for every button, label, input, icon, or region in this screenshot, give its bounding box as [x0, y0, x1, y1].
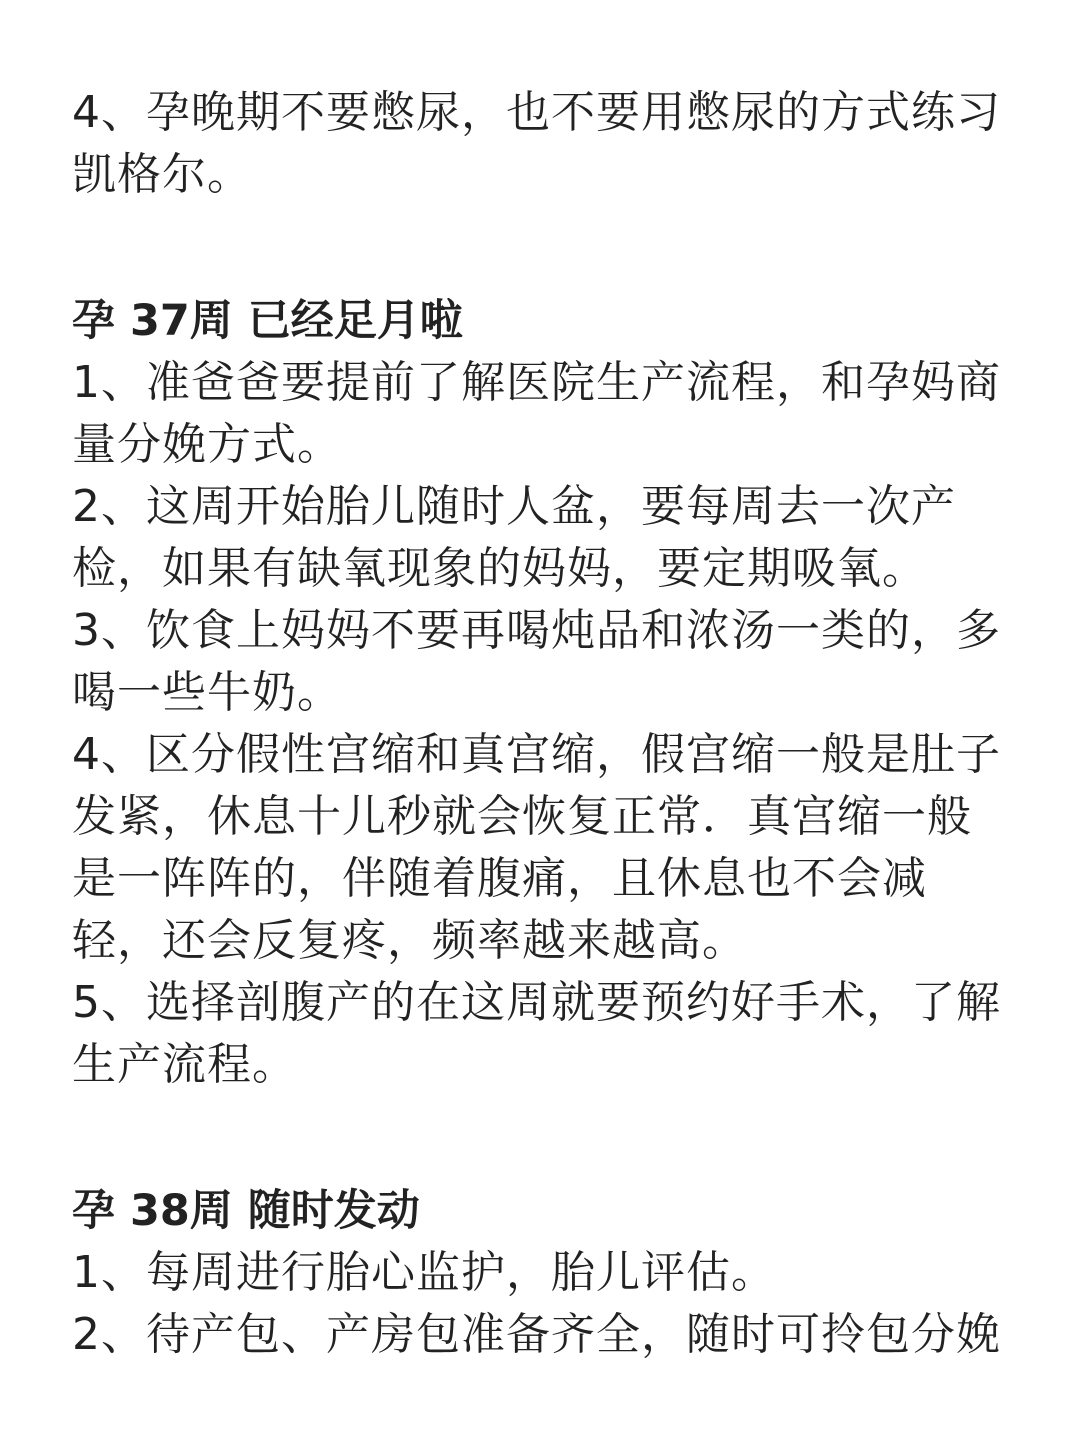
week38-title: 孕 38周 随时发动: [72, 1186, 420, 1236]
intro-item-4: 4、孕晚期不要憋尿，也不要用憋尿的方式练习凯格尔。: [72, 87, 1001, 200]
week38-item-2: 2、待产包、产房包准备齐全，随时可拎包分娩: [72, 1309, 1001, 1360]
intro-section: [72, 82, 1010, 206]
week37-item-1: 1、准爸爸要提前了解医院生产流程，和孕妈商量分娩方式。: [72, 357, 1001, 470]
week37-title: 孕 37周 已经足月啦: [72, 296, 463, 346]
week37-item-3: 3、饮食上妈妈不要再喝炖品和浓汤一类的，多喝一些牛奶。: [72, 605, 1001, 718]
week37-item-2: 2、这周开始胎儿随时人盆，要每周去一次产检，如果有缺氧现象的妈妈，要定期吸氧。: [72, 481, 956, 594]
week37-item-4: 4、区分假性宫缩和真宫缩，假宫缩一般是肚子发紧，休息十儿秒就会恢复正常．真宫缩一般是一阵阵的，伴随着腹痛，且休息也不会减轻，还会反复疼，频率越来越高。: [72, 729, 1001, 966]
week38-section: [72, 1180, 1010, 1366]
week38-item-1: 1、每周进行胎心监护，胎儿评估。: [72, 1247, 776, 1298]
week37-item-5: 5、选择剖腹产的在这周就要预约好手术，了解生产流程。: [72, 977, 1001, 1090]
week37-section: [72, 290, 1010, 1096]
